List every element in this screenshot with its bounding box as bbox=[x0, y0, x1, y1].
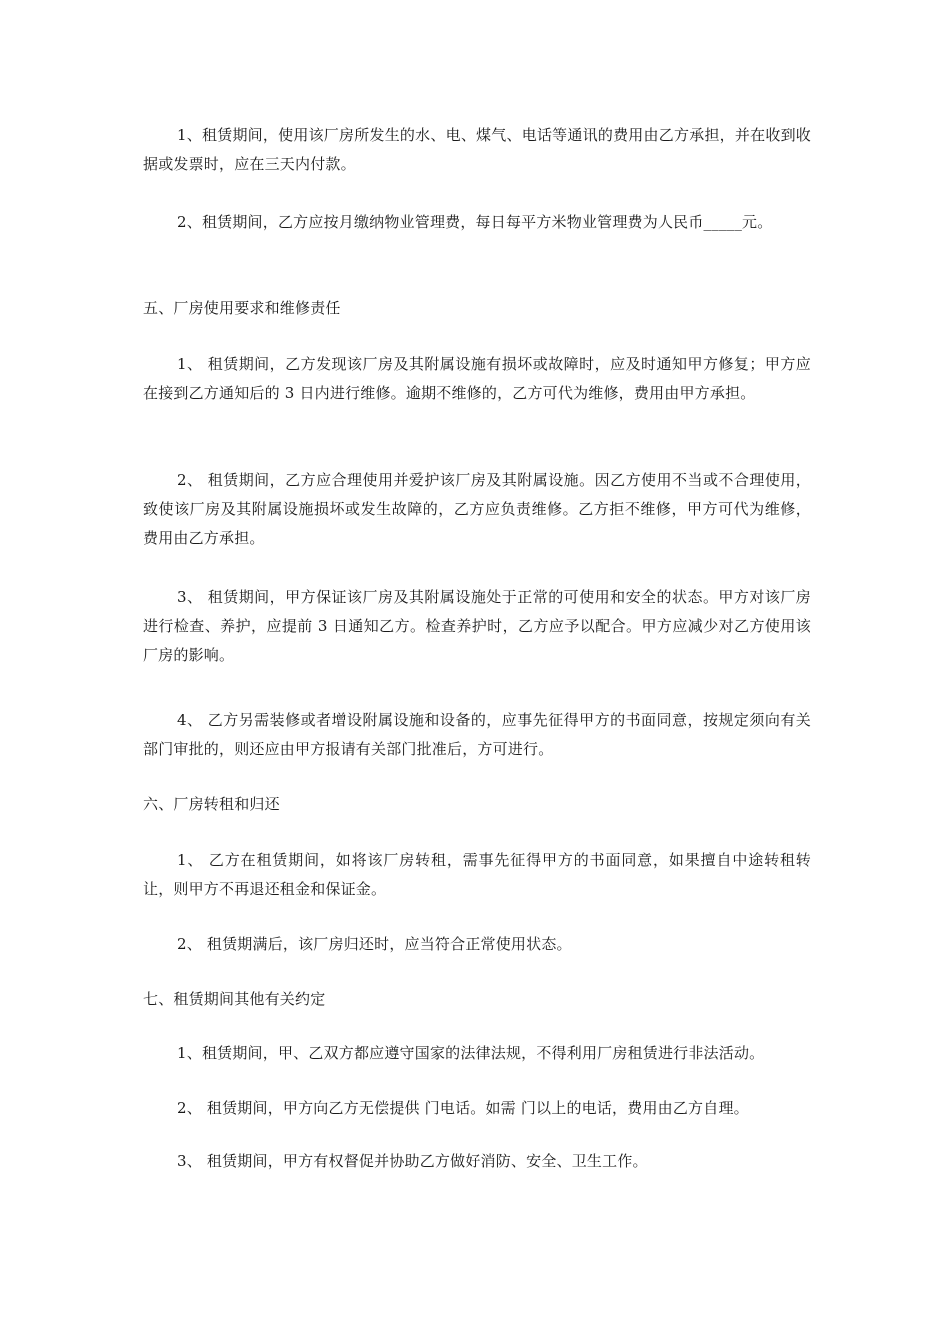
clause-7-1-compliance: 1、租赁期间，甲、乙双方都应遵守国家的法律法规，不得利用厂房租赁进行非法活动。 bbox=[177, 1044, 765, 1062]
clause-5-1-repair-notice: 1、 租赁期间，乙方发现该厂房及其附属设施有损坏或故障时，应及时通知甲方修复；甲方应在接到乙方通知后的 3 日内进行维修。逾期不维修的，乙方可代为维修，费用由甲方承担。 bbox=[143, 355, 811, 402]
clause-4-2-management-fee: 2、租赁期间，乙方应按月缴纳物业管理费，每日每平方米物业管理费为人民币_____元。 bbox=[177, 213, 773, 231]
section-heading-5: 五、厂房使用要求和维修责任 bbox=[143, 299, 341, 317]
section-heading-6: 六、厂房转租和归还 bbox=[143, 795, 280, 813]
clause-5-3-safety-inspection: 3、 租赁期间，甲方保证该厂房及其附属设施处于正常的可使用和安全的状态。甲方对该厂房进行检查、养护，应提前 3 日通知乙方。检查养护时，乙方应予以配合。甲方应减少对乙方使用该厂房的影响。 bbox=[143, 588, 811, 664]
clause-6-2-return: 2、 租赁期满后，该厂房归还时，应当符合正常使用状态。 bbox=[177, 935, 572, 953]
section-heading-7: 七、租赁期间其他有关约定 bbox=[143, 990, 326, 1008]
clause-7-2-telephone: 2、 租赁期间，甲方向乙方无偿提供 门电话。如需 门以上的电话，费用由乙方自理。 bbox=[177, 1099, 749, 1117]
clause-5-4-renovation: 4、 乙方另需装修或者增设附属设施和设备的，应事先征得甲方的书面同意，按规定须向有关部门审批的，则还应由甲方报请有关部门批准后，方可进行。 bbox=[143, 711, 811, 758]
clause-6-1-sublease: 1、 乙方在租赁期间，如将该厂房转租，需事先征得甲方的书面同意，如果擅自中途转租转让，则甲方不再退还租金和保证金。 bbox=[143, 851, 811, 898]
clause-7-3-fire-safety: 3、 租赁期间，甲方有权督促并协助乙方做好消防、安全、卫生工作。 bbox=[177, 1152, 648, 1170]
clause-4-1-utilities: 1、租赁期间，使用该厂房所发生的水、电、煤气、电话等通讯的费用由乙方承担，并在收到收据或发票时，应在三天内付款。 bbox=[143, 126, 811, 173]
clause-5-2-proper-use: 2、 租赁期间，乙方应合理使用并爱护该厂房及其附属设施。因乙方使用不当或不合理使用，致使该厂房及其附属设施损坏或发生故障的，乙方应负责维修。乙方拒不维修，甲方可代为维修，费用由乙方承担。 bbox=[143, 471, 811, 547]
